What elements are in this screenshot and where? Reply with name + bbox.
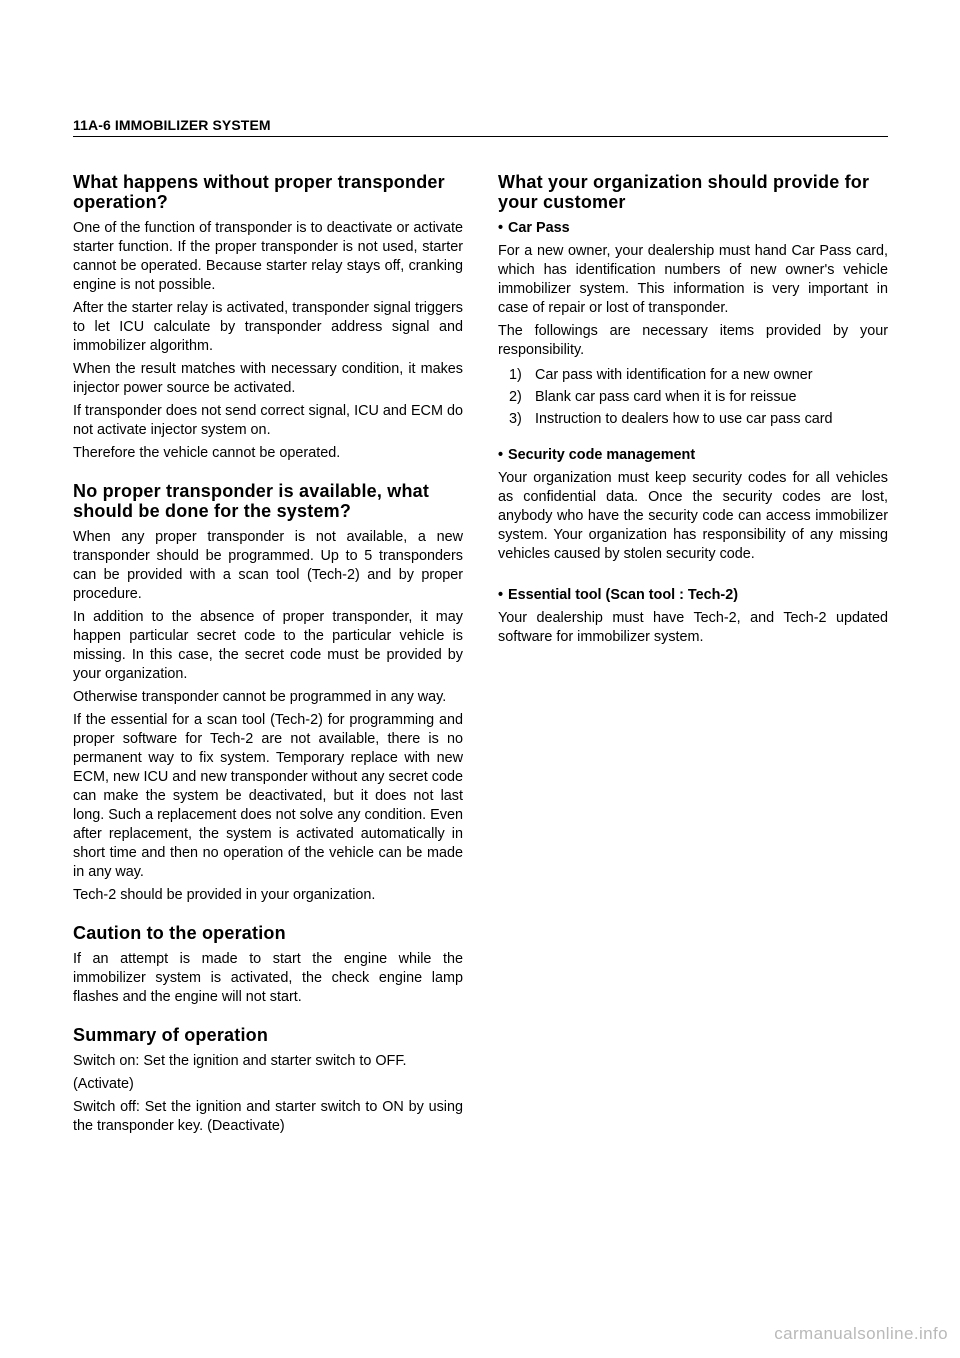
page-header-title: 11A-6 IMMOBILIZER SYSTEM: [73, 117, 271, 133]
list-text: Blank car pass card when it is for reissue: [535, 389, 797, 405]
bullet-heading-security: [498, 446, 888, 465]
list-number: 1): [509, 367, 522, 383]
section-heading: Caution to the operation: [73, 923, 286, 943]
paragraph: If transponder does not send correct signal, ICU and ECM do not activate injector system on.: [73, 403, 463, 438]
list-item: [509, 366, 888, 385]
bullet-icon: •: [498, 587, 504, 603]
bullet-heading-tool: [498, 586, 888, 605]
paragraph: In addition to the absence of proper transponder, it may happen particular secret code to the particular vehicle is missing. In this case, the secret code must be provided by your organization.: [73, 609, 463, 682]
paragraph: Your organization must keep security codes for all vehicles as confidential data. Once the security codes are lost, anybody who have the security code can access immobilizer system. Your organization has responsibility of any missing vehicles caused by stolen security code.: [498, 470, 888, 562]
bullet-title: Car Pass: [508, 220, 570, 236]
bullet-title: Essential tool (Scan tool : Tech-2): [508, 587, 739, 603]
section-heading: No proper transponder is available, what should be done for the system?: [73, 481, 430, 521]
paragraph: If the essential for a scan tool (Tech-2) for programming and proper software for Tech-2 are not available, there is no permanent way to fix system. Temporary replace with new ECM, new ICU and new transponder without any secret code can make the system be deactivated, but it does not last long. Such a replacement does not solve any condition. Even after replacement, the system is activated automatically in short time and then no operation of the vehicle can be made in any way.: [73, 712, 463, 880]
bullet-heading-car-pass: [498, 219, 888, 238]
page-header: [73, 117, 888, 137]
paragraph: One of the function of transponder is to deactivate or activate starter function. If the proper transponder is not used, starter cannot be operated. Because starter relay stays off, cranking engine is not possible.: [73, 220, 463, 293]
list-number: 2): [509, 389, 522, 405]
bullet-icon: •: [498, 447, 504, 463]
watermark: carmanualsonline.info: [774, 1324, 948, 1343]
list-item: [509, 388, 888, 407]
section-heading: Summary of operation: [73, 1025, 269, 1045]
right-column: [498, 172, 888, 651]
paragraph: When any proper transponder is not available, a new transponder should be programmed. Up to 5 transponders can be provided with a scan tool (Tech-2) and by proper procedure.: [73, 529, 463, 602]
paragraph: Your dealership must have Tech-2, and Tech-2 updated software for immobilizer system.: [498, 610, 888, 645]
bullet-icon: •: [498, 220, 504, 236]
paragraph: Tech-2 should be provided in your organization.: [73, 887, 376, 903]
paragraph: Switch off: Set the ignition and starter switch to ON by using the transponder key. (Deactivate): [73, 1099, 463, 1134]
paragraph: (Activate): [73, 1076, 134, 1092]
paragraph: Switch on: Set the ignition and starter switch to OFF.: [73, 1053, 407, 1069]
left-column: [73, 172, 463, 1140]
paragraph: Otherwise transponder cannot be programmed in any way.: [73, 689, 447, 705]
numbered-list: [498, 366, 888, 429]
paragraph: Therefore the vehicle cannot be operated.: [73, 445, 341, 461]
list-text: Car pass with identification for a new owner: [535, 367, 813, 383]
paragraph: If an attempt is made to start the engine while the immobilizer system is activated, the check engine lamp flashes and the engine will not start.: [73, 951, 463, 1005]
paragraph: When the result matches with necessary condition, it makes injector power source be activated.: [73, 361, 463, 396]
list-number: 3): [509, 411, 522, 427]
list-item: [509, 410, 888, 429]
paragraph: After the starter relay is activated, transponder signal triggers to let ICU calculate by transponder address signal and immobilizer algorithm.: [73, 300, 463, 354]
paragraph: For a new owner, your dealership must hand Car Pass card, which has identification numbers of new owner's vehicle immobilizer system. This information is very important in case of repair or lost of transponder.: [498, 243, 888, 316]
bullet-title: Security code management: [508, 447, 696, 463]
section-heading: What happens without proper transponder operation?: [73, 172, 445, 212]
paragraph: The followings are necessary items provided by your responsibility.: [498, 323, 888, 358]
list-text: Instruction to dealers how to use car pass card: [535, 411, 833, 427]
section-heading: What your organization should provide for your customer: [498, 172, 870, 212]
